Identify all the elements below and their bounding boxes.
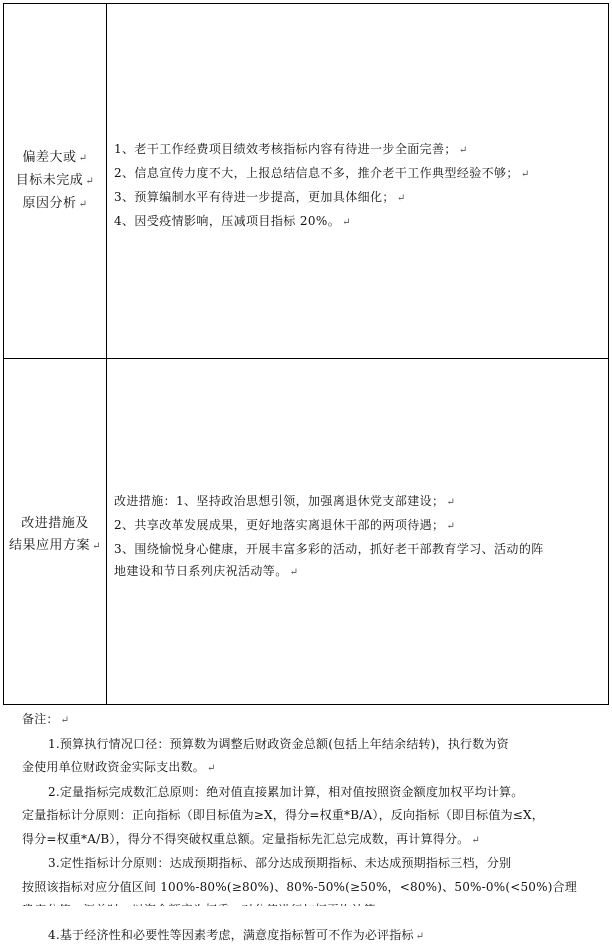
evaluation-table xyxy=(3,3,609,705)
row1-label xyxy=(4,147,106,216)
table-border-bottom xyxy=(3,704,609,705)
notes-line: 1.预算执行情况口径：预算数为调整后财政资金总额(包括上年结余结转)，执行数为资 xyxy=(22,733,597,757)
row2-content-line: 改进措施：1、坚持政治思想引领，加强离退休党支部建设； ↵ xyxy=(114,490,604,514)
row2-label-line: 改进措施及 xyxy=(4,513,106,535)
table-column-divider xyxy=(106,3,107,705)
row2-label xyxy=(4,513,106,558)
table-row-divider xyxy=(3,358,609,359)
row2-label-line: 结果应用方案 ↵ xyxy=(4,535,106,558)
row1-content-line: 1、老干工作经费项目绩效考核指标内容有待进一步全面完善； ↵ xyxy=(114,138,604,162)
notes-line: 得分=权重*A/B），得分不得突破权重总额。定量指标先汇总完成数，再计算得分。 ↵ xyxy=(22,828,597,853)
notes-line: 定量指标计分原则：正向指标（即目标值为≥X，得分=权重*B/A），反向指标（即目标值为≤X， xyxy=(22,804,597,828)
table-border-top xyxy=(3,3,609,4)
row1-label-line: 目标未完成 ↵ xyxy=(4,170,106,193)
row1-label-line: 偏差大或 ↵ xyxy=(4,147,106,170)
notes-line: 按照该指标对应分值区间 100%-80%(≥80%)、80%-50%(≥50%，<80%)、50%-0%(<50%)合理 xyxy=(22,876,597,900)
row1-content xyxy=(114,138,604,234)
row1-label-line: 原因分析 ↵ xyxy=(4,193,106,216)
notes-line: 3.定性指标计分原则：达成预期指标、部分达成预期指标、未达成预期指标三档，分别 xyxy=(22,852,597,876)
row2-content-line: 3、围绕愉悦身心健康，开展丰富多彩的活动，抓好老干部教育学习、活动的阵 xyxy=(114,538,604,560)
row1-content-line: 4、因受疫情影响，压减项目指标 20%。 ↵ xyxy=(114,210,604,234)
notes-line: 2.定量指标完成数汇总原则：绝对值直接累加计算，相对值按照资金额度加权平均计算。 xyxy=(22,781,597,805)
table-border-right xyxy=(608,3,609,705)
notes-line: 4.基于经济性和必要性等因素考虑，满意度指标暂可不作为必评指标 ↵ xyxy=(22,924,597,948)
row2-content xyxy=(114,490,604,584)
row2-content-line: 2、共享改革发展成果，更好地落实离退休干部的两项待遇； ↵ xyxy=(114,514,604,538)
notes-line: 金使用单位财政资金实际支出数。 ↵ xyxy=(22,756,597,781)
table-border-left xyxy=(3,3,4,705)
row1-content-line: 2、信息宣传力度不大，上报总结信息不多，推介老干工作典型经验不够； ↵ xyxy=(114,162,604,186)
row1-content-line: 3、预算编制水平有待进一步提高，更加具体细化； ↵ xyxy=(114,186,604,210)
row2-content-line: 地建设和节日系列庆祝活动等。 ↵ xyxy=(114,560,604,584)
notes-title: 备注： ↵ xyxy=(22,708,597,733)
page-cut-edge xyxy=(0,906,612,917)
